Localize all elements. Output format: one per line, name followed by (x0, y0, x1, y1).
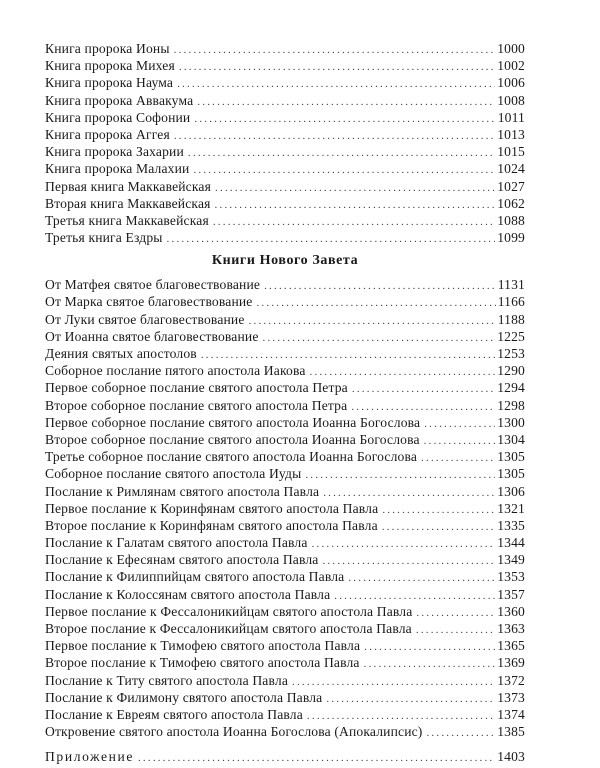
toc-entry-title: От Луки святое благовествование (45, 311, 245, 327)
toc-entry-title: Вторая книга Маккавейская (45, 195, 211, 211)
toc-entry[interactable] (45, 293, 525, 310)
section-heading-new-testament: Книги Нового Завета (211, 253, 359, 269)
toc-entry-title: Первое послание к Коринфянам святого апостола Павла (45, 500, 379, 516)
toc-entry[interactable] (45, 40, 525, 57)
toc-entry[interactable] (45, 328, 525, 345)
toc-entry[interactable] (45, 586, 525, 603)
dot-leader (263, 330, 496, 347)
toc-entry[interactable] (45, 448, 525, 465)
dot-leader (138, 750, 495, 767)
toc-entry-title: Первое соборное послание святого апостола Петра (45, 380, 348, 396)
dot-leader (177, 76, 495, 93)
toc-entry-page: 1290 (497, 363, 525, 379)
toc-entry[interactable] (45, 689, 525, 706)
toc-entry-page: 1353 (497, 569, 525, 585)
appendix-list (45, 748, 525, 765)
toc-entry[interactable] (45, 92, 525, 109)
dot-leader (292, 674, 495, 691)
dot-leader (179, 59, 495, 76)
dot-leader (188, 145, 495, 162)
toc-entry[interactable] (45, 603, 525, 620)
toc-entry-title: Послание к Ефесянам святого апостола Павла (45, 552, 319, 568)
toc-entry-page: 1374 (497, 706, 525, 722)
dot-leader (312, 536, 496, 553)
toc-entry[interactable] (45, 345, 525, 362)
dot-leader (215, 197, 496, 214)
dot-leader (326, 691, 495, 708)
toc-entry[interactable] (45, 465, 525, 482)
toc-entry-title: Второе послание к Фессалоникийцам святого апостола Павла (45, 621, 412, 636)
toc-entry-page: 1088 (497, 212, 525, 228)
toc-entry-page: 1131 (497, 277, 525, 293)
toc-entry-title: Первое послание к Тимофею святого апостола Павла (45, 638, 361, 654)
dot-leader (348, 570, 495, 587)
toc-entry[interactable] (45, 229, 525, 246)
dot-leader (193, 162, 495, 179)
toc-entry-page: 1002 (497, 58, 525, 74)
toc-entry[interactable] (45, 276, 525, 293)
toc-entry-page: 1099 (497, 230, 525, 246)
toc-entry[interactable] (45, 143, 525, 160)
toc-entry-page: 1008 (497, 92, 525, 108)
toc-entry-title: Деяния святых апостолов (45, 346, 197, 361)
toc-entry-page: 1000 (497, 41, 525, 56)
toc-entry-page: 1385 (497, 724, 525, 740)
toc-entry-page: 1300 (497, 414, 525, 430)
toc-entry[interactable] (45, 397, 525, 414)
toc-entry[interactable] (45, 311, 525, 328)
toc-entry-title: Книга пророка Софонии (45, 109, 191, 125)
toc-entry-title: Первая книга Маккавейская (45, 178, 212, 194)
toc-entry-page: 1349 (497, 552, 525, 568)
toc-entry-title: Книга пророка Наума (45, 75, 174, 91)
toc-entry-page: 1166 (497, 294, 525, 310)
toc-entry[interactable] (45, 568, 525, 585)
toc-entry-page: 1294 (497, 380, 525, 396)
toc-entry-page: 1357 (497, 586, 525, 602)
dot-leader (256, 295, 495, 312)
toc-entry-page: 1344 (497, 535, 525, 551)
toc-entry[interactable] (45, 672, 525, 689)
toc-entry-title: Третье соборное послание святого апостола Иоанна Богослова (45, 449, 418, 465)
toc-entry-title: Послание к Евреям святого апостола Павла (45, 706, 303, 722)
toc-entry-title: Второе послание к Тимофею святого апостола Павла (45, 655, 360, 671)
toc-entry-page: 1363 (497, 621, 525, 636)
dot-leader (305, 467, 495, 484)
toc-entry[interactable] (45, 379, 525, 396)
dot-leader (416, 622, 495, 639)
dot-leader (426, 725, 495, 742)
dot-leader (167, 231, 496, 248)
toc-entry-page: 1369 (497, 655, 525, 671)
toc-entry[interactable] (45, 74, 525, 91)
toc-entry-page: 1360 (497, 603, 525, 619)
toc-entry-page: 1027 (497, 178, 525, 194)
toc-entry-title: Второе соборное послание святого апостола Иоанна Богослова (45, 431, 420, 447)
dot-leader (424, 416, 495, 433)
dot-leader (174, 128, 495, 145)
dot-leader (382, 519, 495, 536)
toc-entry-page: 1062 (497, 195, 525, 211)
toc-entry-title: Послание к Галатам святого апостола Павла (45, 535, 308, 551)
dot-leader (421, 450, 495, 467)
toc-entry-title: Третья книга Ездры (45, 230, 163, 246)
toc-entry[interactable] (45, 57, 525, 74)
toc-entry-page: 1305 (497, 466, 525, 482)
toc-entry-page: 1372 (497, 672, 525, 688)
toc-entry-page: 1024 (497, 161, 525, 177)
dot-leader (382, 502, 495, 519)
toc-entry[interactable] (45, 534, 525, 551)
toc-entry-title: От Марка святое благовествование (45, 294, 253, 310)
toc-entry-title: Послание к Филимону святого апостола Павла (45, 689, 323, 705)
toc-entry[interactable] (45, 620, 525, 637)
dot-leader (364, 639, 495, 656)
toc-entry-page: 1013 (497, 126, 525, 142)
toc-entry-title: Книга пророка Ионы (45, 41, 170, 56)
toc-entry-page: 1305 (497, 449, 525, 465)
dot-leader (424, 433, 496, 450)
toc-entry-title: Книга пророка Захарии (45, 144, 184, 160)
toc-entry-appendix[interactable] (45, 748, 525, 765)
table-of-contents (45, 40, 525, 766)
toc-entry[interactable] (45, 706, 525, 723)
toc-entry[interactable] (45, 195, 525, 212)
toc-entry-page: 1006 (497, 75, 525, 91)
toc-entry[interactable] (45, 723, 525, 740)
toc-entry-title: Книга пророка Аввакума (45, 92, 194, 108)
toc-entry-page: 1321 (497, 500, 525, 516)
toc-entry-page: 1298 (497, 397, 525, 413)
toc-entry-page: 1225 (497, 328, 525, 344)
toc-entry-title: Второе соборное послание святого апостола Петра (45, 397, 348, 413)
toc-entry-title: Откровение святого апостола Иоанна Богослова (Апокалипсис) (45, 724, 423, 740)
toc-entry[interactable] (45, 637, 525, 654)
toc-entry-page: 1373 (497, 689, 525, 705)
dot-leader (215, 180, 495, 197)
toc-entry-title: Третья книга Маккавейская (45, 212, 209, 228)
toc-entry[interactable] (45, 126, 525, 143)
dot-leader (364, 656, 496, 673)
toc-entry[interactable] (45, 178, 525, 195)
dot-leader (249, 313, 496, 330)
dot-leader (322, 553, 495, 570)
toc-entry-title: Книга пророка Михея (45, 58, 175, 74)
old-testament-list (45, 40, 525, 246)
dot-leader (352, 381, 495, 398)
toc-entry-title: Книга пророка Аггея (45, 126, 170, 142)
dot-leader (197, 94, 495, 111)
dot-leader (264, 278, 496, 295)
toc-entry[interactable] (45, 160, 525, 177)
toc-entry-page: 1306 (497, 483, 525, 499)
toc-entry-title: Соборное послание святого апостола Иуды (45, 466, 302, 482)
toc-entry-title: Соборное послание пятого апостола Иакова (45, 363, 306, 379)
toc-entry-title: Послание к Филиппийцам святого апостола Павла (45, 569, 345, 585)
toc-entry-page: 1188 (497, 311, 525, 327)
toc-entry[interactable] (45, 414, 525, 431)
toc-entry-title: Книга пророка Малахии (45, 161, 190, 177)
toc-entry-title: Послание к Римлянам святого апостола Павла (45, 483, 320, 499)
toc-entry-title: Первое послание к Фессалоникийцам святого апостола Павла (45, 603, 413, 619)
toc-entry-title: Второе послание к Коринфянам святого апостола Павла (45, 517, 378, 533)
toc-entry[interactable] (45, 431, 525, 448)
toc-entry-title: Послание к Колоссянам святого апостола Павла (45, 586, 331, 602)
dot-leader (416, 605, 495, 622)
toc-entry-title: Приложение (45, 749, 134, 765)
toc-entry-title: От Иоанна святое благовествование (45, 328, 259, 344)
toc-entry[interactable] (45, 517, 525, 534)
toc-entry[interactable] (45, 551, 525, 568)
toc-entry-title: От Матфея святое благовествование (45, 277, 261, 293)
dot-leader (174, 42, 496, 59)
toc-entry-title: Первое соборное послание святого апостола Иоанна Богослова (45, 414, 421, 430)
toc-entry[interactable] (45, 654, 525, 671)
toc-entry[interactable] (45, 212, 525, 229)
toc-entry[interactable] (45, 483, 525, 500)
toc-entry-page: 1304 (497, 431, 525, 447)
toc-entry-page: 1335 (497, 517, 525, 533)
toc-entry[interactable] (45, 500, 525, 517)
toc-entry-title: Послание к Титу святого апостола Павла (45, 672, 288, 688)
dot-leader (213, 214, 495, 231)
toc-entry[interactable] (45, 362, 525, 379)
new-testament-list (45, 276, 525, 740)
toc-entry[interactable] (45, 109, 525, 126)
toc-entry-page: 1365 (497, 638, 525, 654)
toc-entry-page: 1403 (497, 749, 525, 765)
dot-leader (194, 111, 495, 128)
toc-entry-page: 1011 (497, 109, 525, 125)
toc-entry-page: 1253 (497, 346, 525, 361)
toc-entry-page: 1015 (497, 144, 525, 160)
